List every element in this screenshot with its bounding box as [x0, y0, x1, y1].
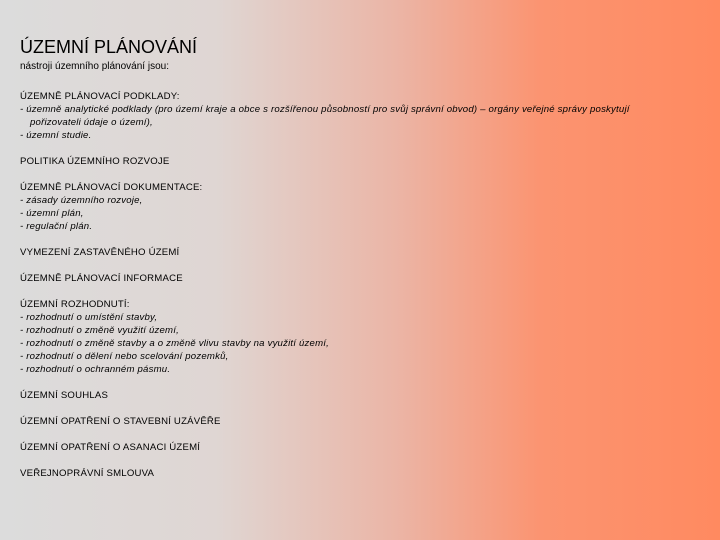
section-item: - regulační plán.	[20, 221, 93, 232]
section-uzemni-souhlas	[20, 389, 710, 402]
section-heading: ÚZEMNÍ OPATŘENÍ O STAVEBNÍ UZÁVĚŘE	[20, 416, 221, 427]
section-item: - územní studie.	[20, 130, 92, 141]
section-uzemni-rozhodnuti	[20, 298, 710, 376]
section-heading: ÚZEMNĚ PLÁNOVACÍ INFORMACE	[20, 273, 183, 284]
section-item: - územní plán,	[20, 208, 84, 219]
section-item: - zásady územního rozvoje,	[20, 195, 143, 206]
slide-subtitle: nástroji územního plánování jsou:	[20, 61, 169, 72]
section-item: - rozhodnutí o ochranném pásmu.	[20, 364, 171, 375]
section-item: - rozhodnutí o změně stavby a o změně vlivu stavby na využití území,	[20, 338, 330, 349]
section-item: pořizovateli údaje o území),	[30, 117, 153, 128]
section-uzemne-planovaci-informace	[20, 272, 710, 285]
section-item: - rozhodnutí o dělení nebo scelování pozemků,	[20, 351, 229, 362]
section-heading: ÚZEMNÍ ROZHODNUTÍ:	[20, 299, 130, 310]
section-vymezeni-zastaveneho-uzemi	[20, 246, 710, 259]
section-heading: VEŘEJNOPRÁVNÍ SMLOUVA	[20, 468, 155, 479]
section-heading: POLITIKA ÚZEMNÍHO ROZVOJE	[20, 156, 170, 167]
section-uzemne-planovaci-podklady	[20, 90, 710, 142]
section-heading: ÚZEMNÍ OPATŘENÍ O ASANACI ÚZEMÍ	[20, 442, 201, 453]
section-uzemni-opatreni-asanace	[20, 441, 710, 454]
section-item: - rozhodnutí o změně využití území,	[20, 325, 179, 336]
sections-list	[20, 90, 710, 480]
section-item: - rozhodnutí o umístění stavby,	[20, 312, 158, 323]
section-politika-uzemniho-rozvoje	[20, 155, 710, 168]
section-heading: ÚZEMNĚ PLÁNOVACÍ PODKLADY:	[20, 91, 180, 102]
section-uzemne-planovaci-dokumentace	[20, 181, 710, 233]
section-heading: VYMEZENÍ ZASTAVĚNÉHO ÚZEMÍ	[20, 247, 180, 258]
slide-content	[20, 36, 710, 493]
section-uzemni-opatreni-stavebni-uzavera	[20, 415, 710, 428]
section-verejnopravni-smlouva	[20, 467, 710, 480]
section-heading: ÚZEMNĚ PLÁNOVACÍ DOKUMENTACE:	[20, 182, 203, 193]
section-item: - územně analytické podklady (pro území kraje a obce s rozšířenou působností pro svůj správní obvod) – orgány veřejné správy poskytují	[20, 104, 630, 115]
section-heading: ÚZEMNÍ SOUHLAS	[20, 390, 109, 401]
slide-title: ÚZEMNÍ PLÁNOVÁNÍ	[20, 37, 198, 57]
